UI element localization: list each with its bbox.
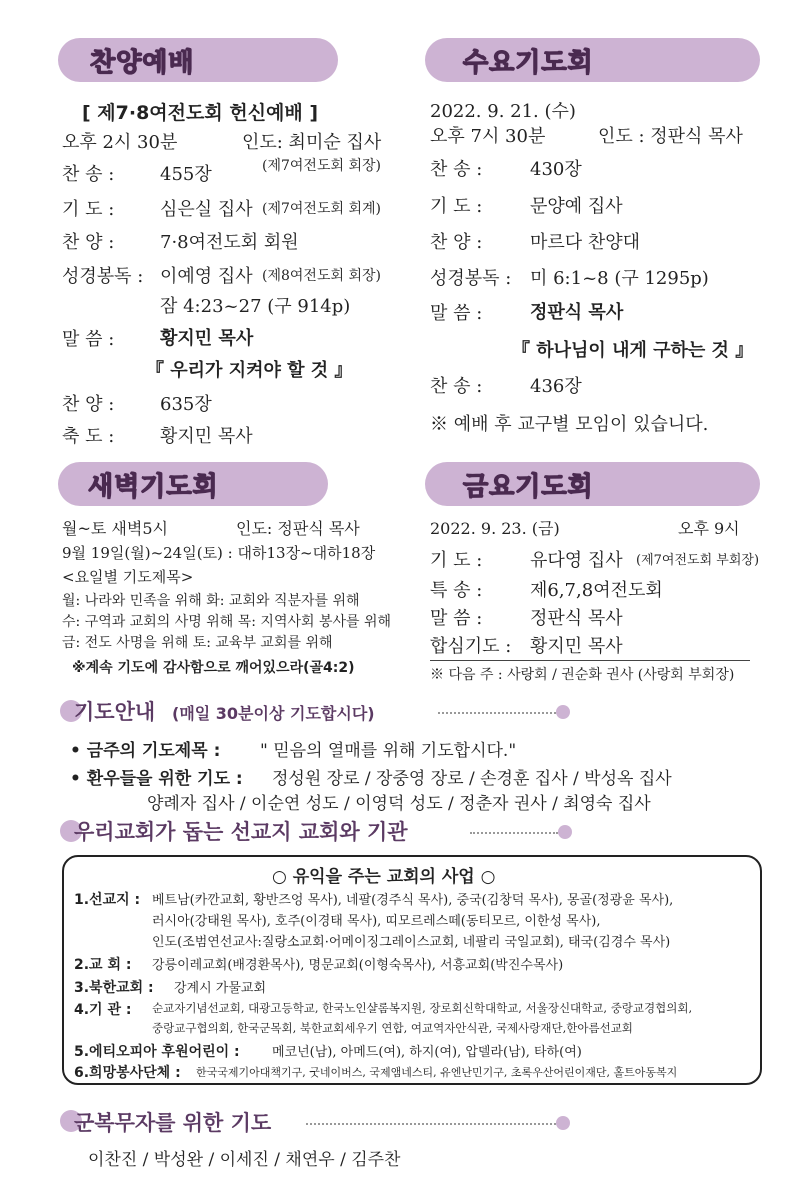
mission-item1-label: 1.선교지 : [74, 892, 141, 908]
fri-row-prayer-label: 기 도 : [430, 550, 483, 571]
mission-item1-line2: 러시아(강태원 목사), 호주(이경태 목사), 띠모르레스떼(동티모르, 이한성 목사), [152, 914, 601, 929]
wed-row-praise-label: 찬 양 : [430, 232, 483, 253]
wed-sermon-value: 정판식 목사 [530, 302, 624, 323]
prayer-dotline [438, 712, 556, 714]
dawn-topics-title: <요일별 기도제목> [62, 568, 194, 586]
military-title: 군복무자를 위한 기도 [74, 1111, 272, 1135]
wed-row-hymn-label: 찬 송 : [430, 159, 483, 180]
prayer-title: 기도안내 [74, 700, 156, 724]
fri-row-prayer-value: 유다영 집사 [530, 550, 623, 571]
sunday-row-praise2-value: 635장 [160, 394, 212, 415]
wed-row-prayer-value: 문양예 집사 [530, 196, 623, 217]
wednesday-header [425, 38, 760, 82]
sunday-subtitle: [ 제7·8여전도회 헌신예배 ] [82, 102, 319, 124]
wed-row-reading-label: 성경봉독 : [430, 268, 512, 289]
mission-item5-label: 5.에티오피아 후원어린이 : [74, 1044, 240, 1060]
mission-item6-label: 6.희망봉사단체 : [74, 1065, 181, 1081]
mission-item2-line1: 강릉이레교회(배경환목사), 명문교회(이형숙목사), 서흥교회(박진수목사) [152, 958, 564, 973]
sunday-header-title: 찬양예배 [90, 48, 195, 78]
sunday-leader: 인도: 최미순 집사 [242, 132, 382, 153]
mission-item1-line1: 베트남(카깐교회, 황반즈엉 목사), 네팔(경주식 목사), 중국(김창덕 목사), 몽골(정광윤 목사), [152, 893, 674, 908]
fri-row-sermon-label: 말 씀 : [430, 608, 483, 629]
mission-item4-line2: 중랑교구협의회, 한국군목회, 북한교회세우기 연합, 여교역자안식관, 국제사랑재단,한아름선교회 [152, 1021, 633, 1035]
friday-time: 오후 9시 [678, 519, 740, 538]
wed-row-prayer-label: 기 도 : [430, 196, 483, 217]
mission-dotline [470, 832, 558, 834]
prayer-item2-value: 정성원 장로 / 장중영 장로 / 손경훈 집사 / 박성옥 집사 [272, 769, 672, 789]
sunday-leader-role: (제7여전도회 회장) [262, 158, 381, 174]
dawn-topic-1: 월: 나라와 민족을 위해 화: 교회와 직분자를 위해 [62, 593, 360, 609]
prayer-item2-value2: 양례자 집사 / 이순연 성도 / 이영덕 성도 / 정춘자 권사 / 최영숙 집사 [147, 794, 651, 814]
friday-section [425, 462, 765, 506]
mission-box-title: ○ 유익을 주는 교회의 사업 ○ [272, 867, 496, 887]
sunday-row-prayer-value: 심은실 집사 [160, 199, 253, 220]
fri-row-joint-label: 합심기도 : [430, 636, 512, 657]
dawn-section [58, 462, 403, 506]
sunday-header [58, 38, 338, 82]
military-dotline [306, 1123, 556, 1125]
friday-next: ※ 다음 주 : 사랑회 / 권순화 권사 (사랑회 부회장) [430, 667, 735, 683]
military-end-dot [556, 1116, 570, 1130]
fri-row-prayer-note: (제7여전도회 부회장) [636, 553, 760, 568]
friday-date: 2022. 9. 23. (금) [430, 519, 560, 538]
wed-hymn2-label: 찬 송 : [430, 376, 483, 397]
sunday-row-reading-value: 이예영 집사 [160, 266, 253, 287]
wed-sermon-title: 『 하나님이 내게 구하는 것 』 [512, 340, 754, 361]
wednesday-time: 오후 7시 30분 [430, 126, 546, 147]
mission-item2-label: 2.교 회 : [74, 957, 132, 973]
sunday-sermon-value: 황지민 목사 [160, 328, 254, 349]
prayer-subtitle: (매일 30분이상 기도합시다) [172, 704, 375, 723]
mission-item3-line1: 강계시 가물교회 [174, 981, 267, 996]
mission-item1-line3: 인도(조범연선교사:질랑소교회·어메이징그레이스교회, 네팔리 국일교회), 태국(김경수 목사) [152, 935, 671, 950]
mission-title: 우리교회가 돕는 선교지 교회와 기관 [74, 820, 408, 844]
sunday-row-praise-label: 찬 양 : [62, 232, 115, 253]
wednesday-section [425, 38, 765, 82]
sunday-row-hymn-label: 찬 송 : [62, 164, 115, 185]
sunday-section [58, 38, 403, 82]
sunday-row-hymn-value: 455장 [160, 164, 212, 185]
dawn-days: 월~토 새벽5시 [62, 519, 168, 538]
dawn-header [58, 462, 328, 506]
sunday-sermon-label: 말 씀 : [62, 329, 115, 350]
friday-header [425, 462, 760, 506]
dawn-leader: 인도: 정판식 목사 [236, 519, 360, 538]
sunday-row-prayer-label: 기 도 : [62, 199, 115, 220]
mission-end-dot [558, 825, 572, 839]
wed-notice: ※ 예배 후 교구별 모임이 있습니다. [430, 414, 709, 435]
prayer-item1-value: " 믿음의 열매를 위해 기도합시다." [260, 741, 517, 761]
sunday-time: 오후 2시 30분 [62, 132, 178, 153]
sunday-row-benediction-value: 황지민 목사 [160, 426, 253, 447]
wed-row-praise-value: 마르다 찬양대 [530, 232, 641, 253]
wed-row-reading-value: 미 6:1~8 (구 1295p) [530, 268, 709, 289]
fri-row-special-value: 제6,7,8여전도회 [530, 580, 663, 601]
prayer-item2-label: • 환우들을 위한 기도 : [70, 769, 243, 789]
mission-item6-line1: 한국국제기아대책기구, 굿네이버스, 국제앰네스티, 유엔난민기구, 초록우산어린이재단, 홀트아동복지 [196, 1066, 678, 1079]
mission-item4-line1: 순교자기념선교회, 대광고등학교, 한국노인샬롬복지원, 장로회신학대학교, 서울장신대학교, 중랑교경협의회, [152, 1001, 693, 1015]
sunday-scripture: 잠 4:23~27 (구 914p) [160, 296, 351, 317]
prayer-end-dot [556, 705, 570, 719]
dawn-header-title: 새벽기도회 [88, 472, 219, 502]
sunday-row-reading-note: (제8여전도회 회장) [262, 268, 381, 284]
prayer-item1-label: • 금주의 기도제목 : [70, 741, 221, 761]
wed-row-hymn-value: 430장 [530, 159, 582, 180]
wednesday-date: 2022. 9. 21. (수) [430, 101, 576, 122]
friday-divider [430, 660, 750, 661]
military-names: 이찬진 / 박성완 / 이세진 / 채연우 / 김주찬 [88, 1150, 401, 1170]
mission-item3-label: 3.북한교회 : [74, 980, 154, 996]
friday-header-title: 금요기도회 [463, 472, 594, 502]
sunday-sermon-title: 『 우리가 지켜야 할 것 』 [146, 360, 353, 381]
fri-row-sermon-value: 정판식 목사 [530, 608, 623, 629]
sunday-row-praise2-label: 찬 양 : [62, 394, 115, 415]
fri-row-special-label: 특 송 : [430, 580, 483, 601]
dawn-dates: 9월 19일(월)~24일(토) : 대하13장~대하18장 [62, 544, 376, 562]
sunday-row-prayer-note: (제7여전도회 회계) [262, 201, 381, 217]
wed-hymn2-value: 436장 [530, 376, 582, 397]
sunday-row-praise-value: 7·8여전도회 회원 [160, 232, 299, 253]
sunday-row-benediction-label: 축 도 : [62, 426, 115, 447]
dawn-topic-3: 금: 전도 사명을 위해 토: 교육부 교회를 위해 [62, 635, 333, 651]
wed-sermon-label: 말 씀 : [430, 303, 483, 324]
dawn-verse: ※계속 기도에 감사함으로 깨어있으라(골4:2) [72, 660, 355, 676]
mission-item4-label: 4.기 관 : [74, 1002, 132, 1018]
sunday-row-reading-label: 성경봉독 : [62, 266, 144, 287]
wednesday-leader: 인도 : 정판식 목사 [598, 126, 743, 147]
dawn-topic-2: 수: 구역과 교회의 사명 위해 목: 지역사회 봉사를 위해 [62, 614, 392, 630]
mission-item5-line1: 메코넌(남), 아메드(여), 하지(여), 압델라(남), 타하(여) [272, 1045, 582, 1060]
fri-row-joint-value: 황지민 목사 [530, 636, 623, 657]
wednesday-header-title: 수요기도회 [463, 48, 594, 78]
